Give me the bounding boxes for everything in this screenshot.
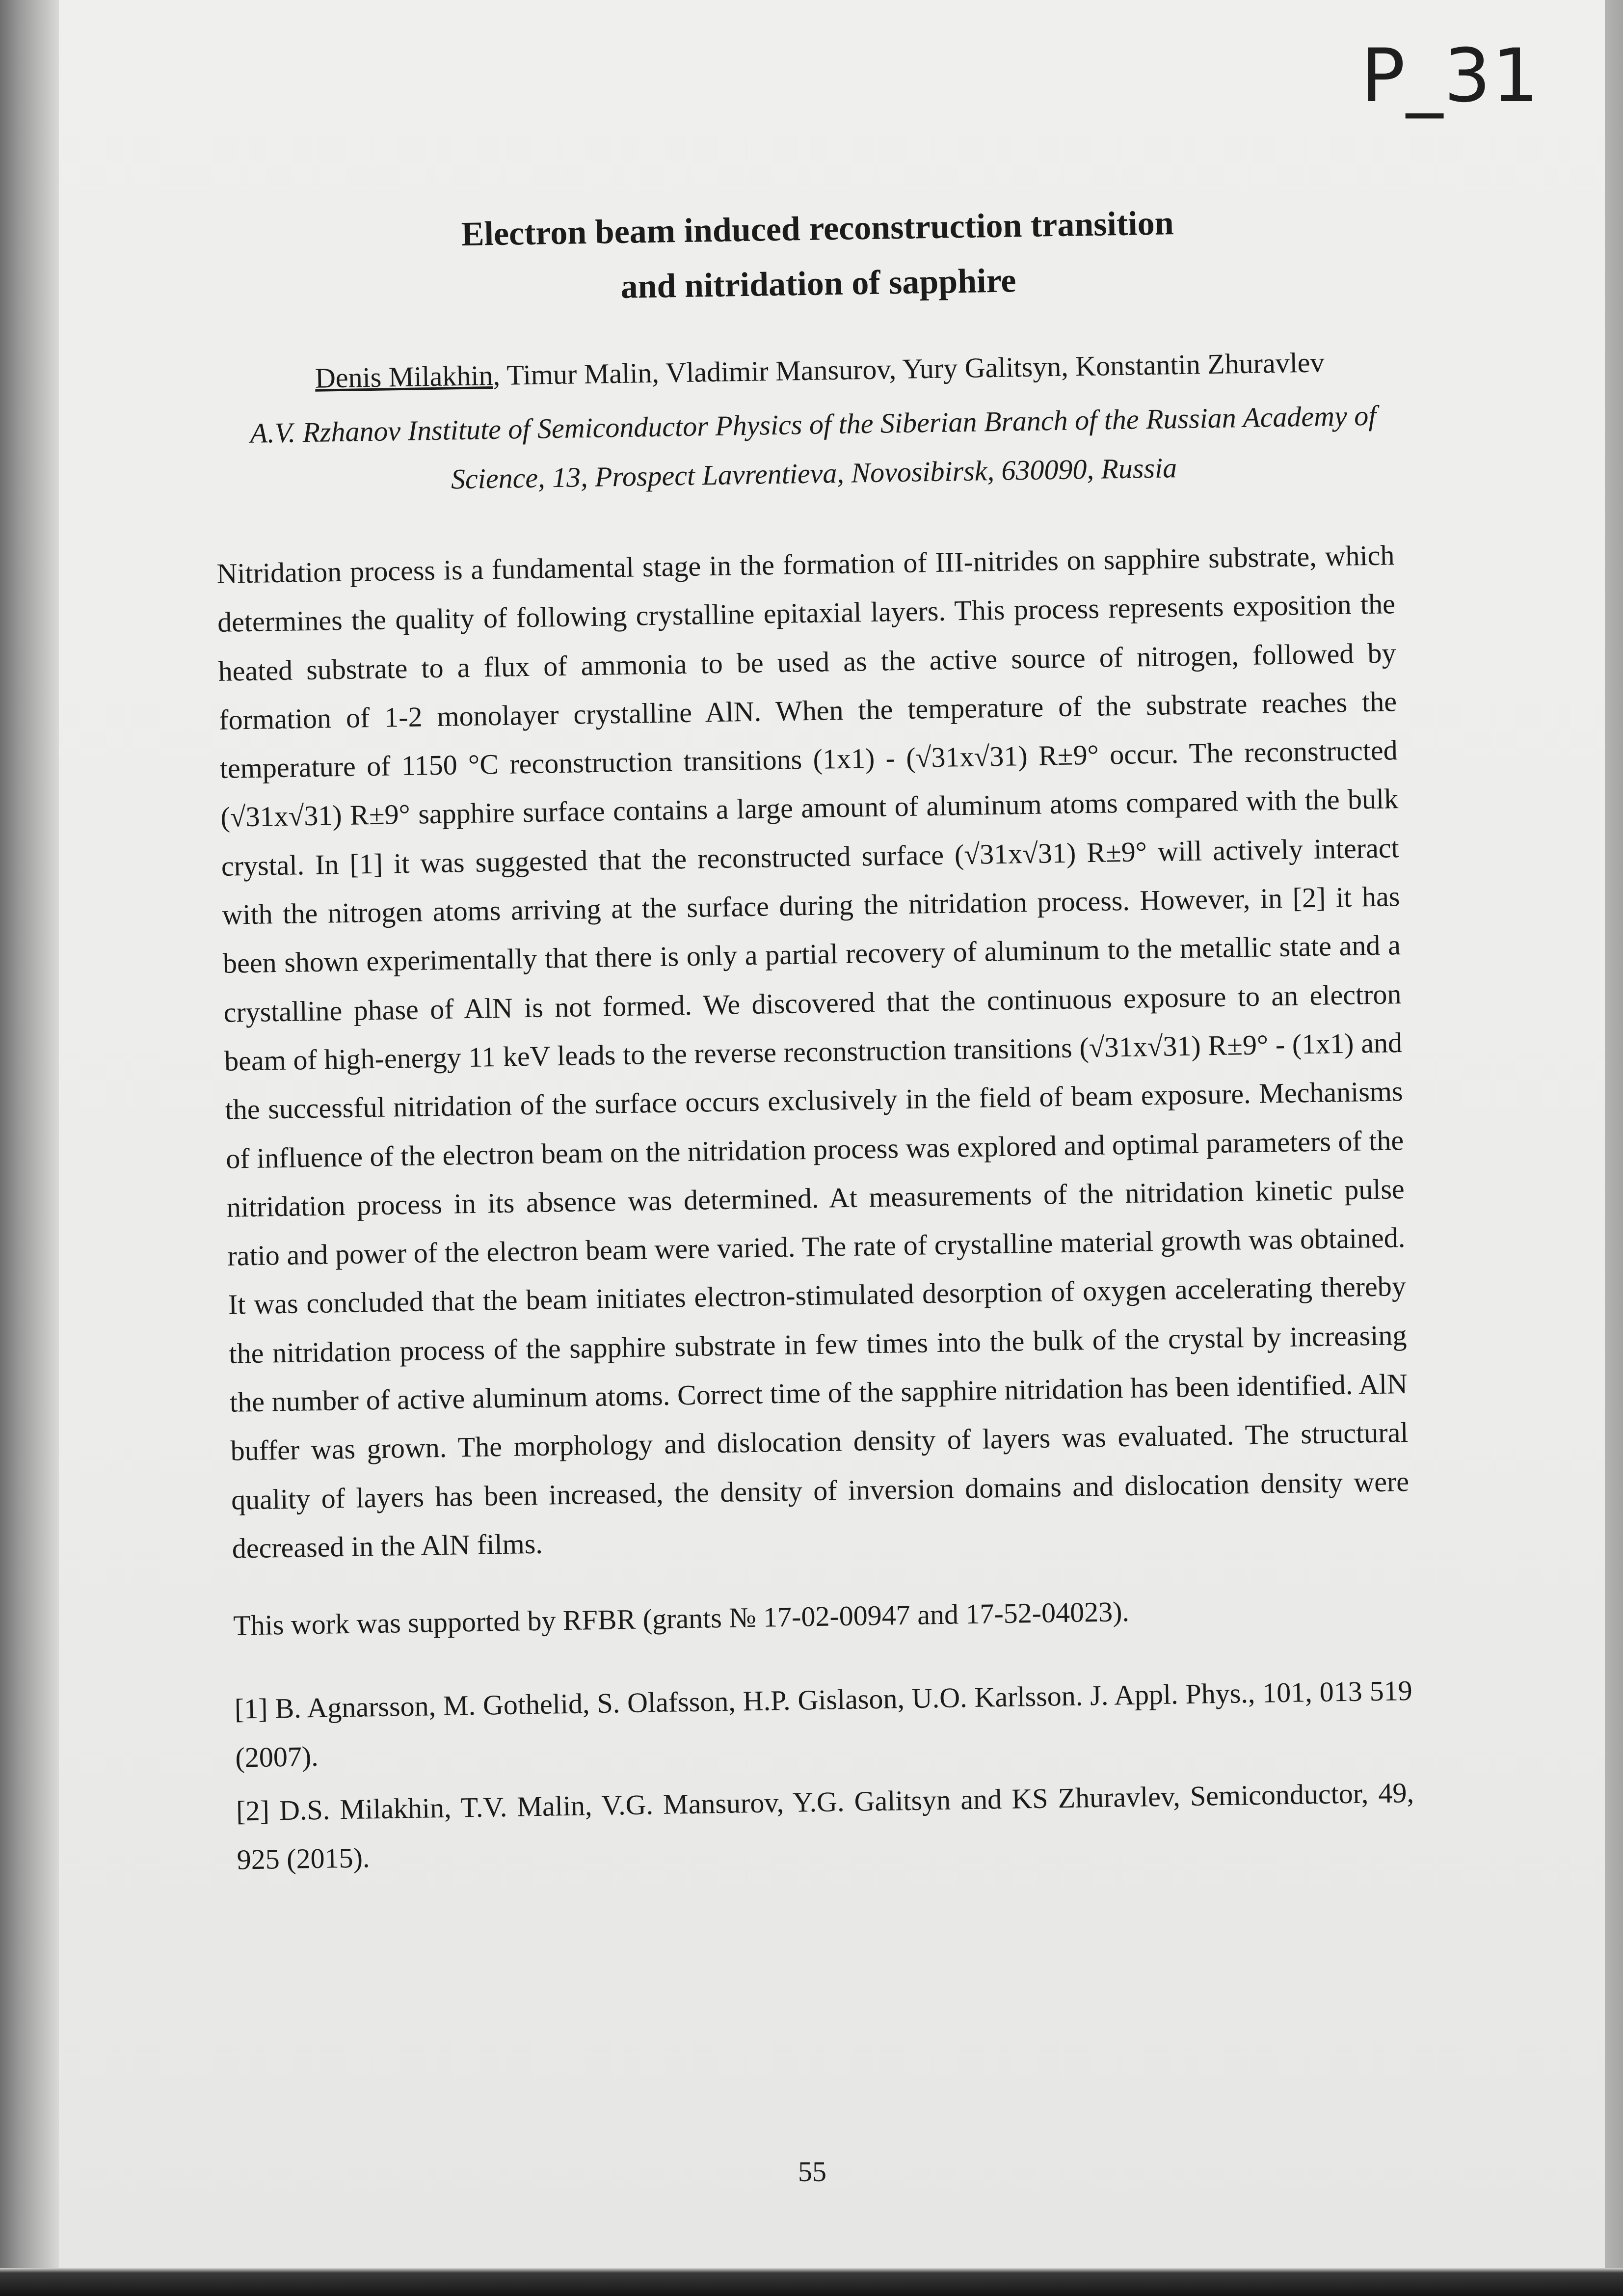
reference-1: [1] B. Agnarsson, M. Gothelid, S. Olafsson, H.P. Gislason, U.O. Karlsson. J. Appl. Phys., 101, 013 519 (2007).: [234, 1674, 1413, 1774]
acknowledgement: This work was supported by RFBR (grants № 17-02-00947 and 17-52-04023).: [233, 1595, 1130, 1642]
abstract-content: [211, 192, 1415, 1889]
affiliation: A.V. Rzhanov Institute of Semiconductor Physics of the Siberian Branch of the Russian Academy of Science, 13, Prospect Lavrentieva, Novosibirsk, 630090, Russia: [250, 399, 1377, 495]
title-line-1: Electron beam induced reconstruction transition: [461, 204, 1174, 253]
abstract-body: Nitridation process is a fundamental stage in the formation of III-nitrides on sapphire substrate, which determines the quality of following crystalline epitaxial layers. This process represents exposition the heated substrate to a flux of ammonia to be used as the active source of nitrogen, followed by formation of 1-2 monolayer crystalline AlN. When the temperature of the substrate reaches the temperature of 1150 °C reconstruction transitions (1x1) - (√31x√31) R±9° occur. The reconstructed (√31x√31) R±9° sapphire surface contains a large amount of aluminum atoms compared with the bulk crystal. In [1] it was suggested that the reconstructed surface (√31x√31) R±9° will actively interact with the nitrogen atoms arriving at the surface during the nitridation process. However, in [2] it has been shown experimentally that there is only a partial recovery of aluminum to the metallic state and a crystalline phase of AlN is not formed. We discovered that the continuous exposure to an electron beam of high-energy 11 keV leads to the reverse reconstruction transitions (√31x√31) R±9° - (1x1) and the successful nitridation of the surface occurs exclusively in the field of beam exposure. Mechanisms of influence of the electron beam on the nitridation process was explored and optimal parameters of the nitridation process in its absence was determined. At measurements of the nitridation kinetic pulse ratio and power of the electron beam were varied. The rate of crystalline material growth was obtained. It was concluded that the beam initiates electron-stimulated desorption of oxygen accelerating thereby the nitridation process of the sapphire substrate in few times into the bulk of the crystal by increasing the number of active aluminum atoms. Correct time of the sapphire nitridation has been identified. AlN buffer was grown. The morphology and dislocation density of layers was evaluated. The structural quality of layers has been increased, the density of inversion domains and dislocation density were decreased in the AlN films.: [216, 539, 1410, 1565]
reference-2: [2] D.S. Milakhin, T.V. Malin, V.G. Mansurov, Y.G. Galitsyn and KS Zhuravlev, Semiconductor, 49, 925 (2015).: [236, 1777, 1414, 1876]
scanner-edge: [0, 2268, 1623, 2296]
page-number: 55: [798, 2156, 826, 2188]
abstract-title: [211, 192, 1390, 321]
abstract-code: P_31: [1360, 33, 1540, 119]
reference-list: [234, 1666, 1415, 1884]
title-line-2: and nitridation of sapphire: [620, 262, 1016, 306]
presenting-author: Denis Milakhin: [315, 359, 493, 394]
co-authors: , Timur Malin, Vladimir Mansurov, Yury Galitsyn, Konstantin Zhuravlev: [492, 346, 1325, 392]
